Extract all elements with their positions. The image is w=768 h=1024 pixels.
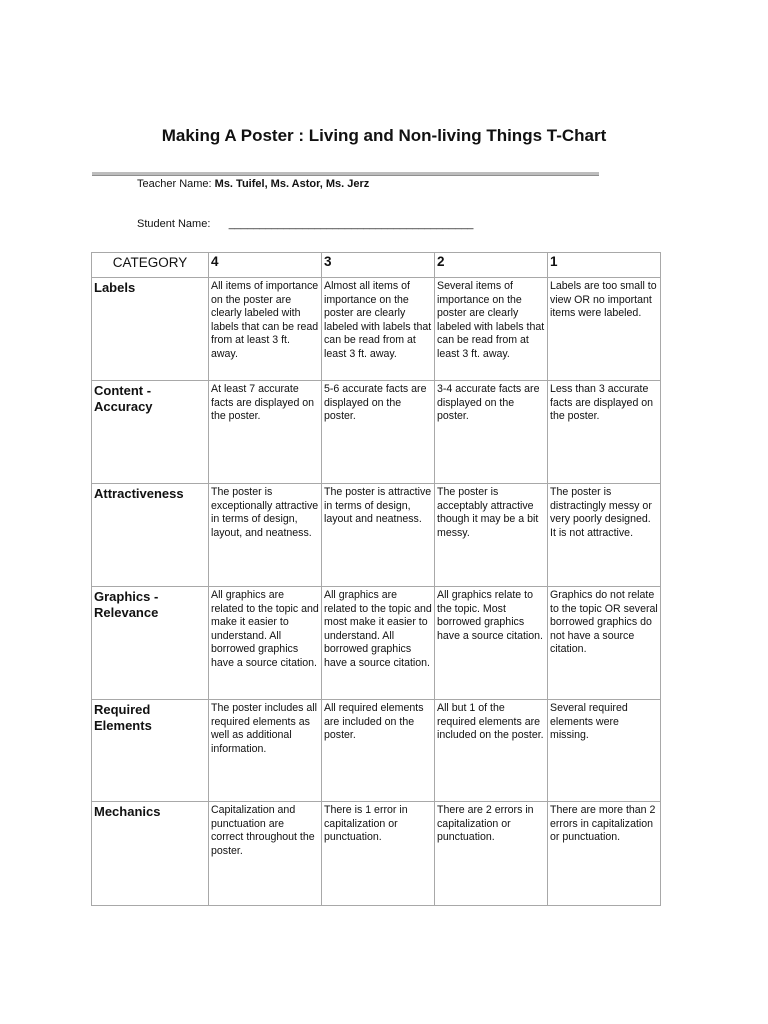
rubric-row-content-accuracy xyxy=(92,381,661,484)
criteria-cell-1: Less than 3 accurate facts are displayed on the poster. xyxy=(548,381,661,484)
level-header-4: 4 xyxy=(209,253,322,278)
category-cell xyxy=(92,278,209,381)
criteria-cell-4: All graphics are related to the topic and make it easier to understand. All borrowed graphics have a source citation. xyxy=(209,587,322,700)
category-name: Elements xyxy=(94,718,152,733)
student-name-blank: ________________________________________ xyxy=(228,218,474,230)
criteria-cell-2: All but 1 of the required elements are included on the poster. xyxy=(435,700,548,802)
criteria-cell-3: Almost all items of importance on the poster are clearly labeled with labels that can be read from at least 3 ft. away. xyxy=(322,278,435,381)
category-cell xyxy=(92,587,209,700)
criteria-cell-2: The poster is acceptably attractive though it may be a bit messy. xyxy=(435,484,548,587)
category-name: Mechanics xyxy=(94,804,161,819)
criteria-cell-3: All graphics are related to the topic and most make it easier to understand. All borrowed graphics have a source citation. xyxy=(322,587,435,700)
criteria-cell-2: 3-4 accurate facts are displayed on the poster. xyxy=(435,381,548,484)
teacher-name-line xyxy=(137,178,369,190)
rubric-header-row xyxy=(92,253,661,278)
criteria-cell-1: Several required elements were missing. xyxy=(548,700,661,802)
rubric-row-mechanics xyxy=(92,802,661,906)
criteria-cell-3: There is 1 error in capitalization or punctuation. xyxy=(322,802,435,906)
rubric-row-labels xyxy=(92,278,661,381)
category-name: Accuracy xyxy=(94,399,153,414)
level-header-1: 1 xyxy=(548,253,661,278)
criteria-cell-4: The poster is exceptionally attractive in terms of design, layout, and neatness. xyxy=(209,484,322,587)
document-title: Making A Poster : Living and Non-living Things T-Chart xyxy=(161,126,607,145)
category-header: CATEGORY xyxy=(92,253,209,278)
criteria-cell-2: All graphics relate to the topic. Most borrowed graphics have a source citation. xyxy=(435,587,548,700)
level-header-2: 2 xyxy=(435,253,548,278)
criteria-cell-3: All required elements are included on the poster. xyxy=(322,700,435,802)
criteria-cell-2: Several items of importance on the poster are clearly labeled with labels that can be read from at least 3 ft. away. xyxy=(435,278,548,381)
category-name: Graphics - xyxy=(94,589,159,604)
student-name-line xyxy=(137,218,473,230)
student-name-label: Student Name: xyxy=(137,218,211,230)
criteria-cell-4: All items of importance on the poster are clearly labeled with labels that can be read from at least 3 ft. away. xyxy=(209,278,322,381)
category-cell xyxy=(92,700,209,802)
criteria-cell-1: The poster is distractingly messy or very poorly designed. It is not attractive. xyxy=(548,484,661,587)
title-divider xyxy=(92,172,599,176)
criteria-cell-4: Capitalization and punctuation are correct throughout the poster. xyxy=(209,802,322,906)
criteria-cell-1: There are more than 2 errors in capitalization or punctuation. xyxy=(548,802,661,906)
rubric-row-graphics-relevance xyxy=(92,587,661,700)
category-name: Relevance xyxy=(94,605,159,620)
criteria-cell-1: Labels are too small to view OR no important items were labeled. xyxy=(548,278,661,381)
category-cell xyxy=(92,802,209,906)
category-name: Labels xyxy=(94,280,136,295)
rubric-row-required-elements xyxy=(92,700,661,802)
category-name: Required xyxy=(94,702,151,717)
category-cell xyxy=(92,381,209,484)
teacher-name-label: Teacher Name: xyxy=(137,178,215,190)
criteria-cell-4: The poster includes all required elements as well as additional information. xyxy=(209,700,322,802)
rubric-row-attractiveness xyxy=(92,484,661,587)
criteria-cell-4: At least 7 accurate facts are displayed on the poster. xyxy=(209,381,322,484)
criteria-cell-3: 5-6 accurate facts are displayed on the poster. xyxy=(322,381,435,484)
teacher-name-value: Ms. Tuifel, Ms. Astor, Ms. Jerz xyxy=(214,178,370,190)
rubric-table xyxy=(91,252,661,906)
category-name: Content - xyxy=(94,383,152,398)
criteria-cell-2: There are 2 errors in capitalization or punctuation. xyxy=(435,802,548,906)
criteria-cell-1: Graphics do not relate to the topic OR several borrowed graphics do not have a source citation. xyxy=(548,587,661,700)
criteria-cell-3: The poster is attractive in terms of design, layout and neatness. xyxy=(322,484,435,587)
category-cell xyxy=(92,484,209,587)
category-name: Attractiveness xyxy=(94,486,184,501)
level-header-3: 3 xyxy=(322,253,435,278)
